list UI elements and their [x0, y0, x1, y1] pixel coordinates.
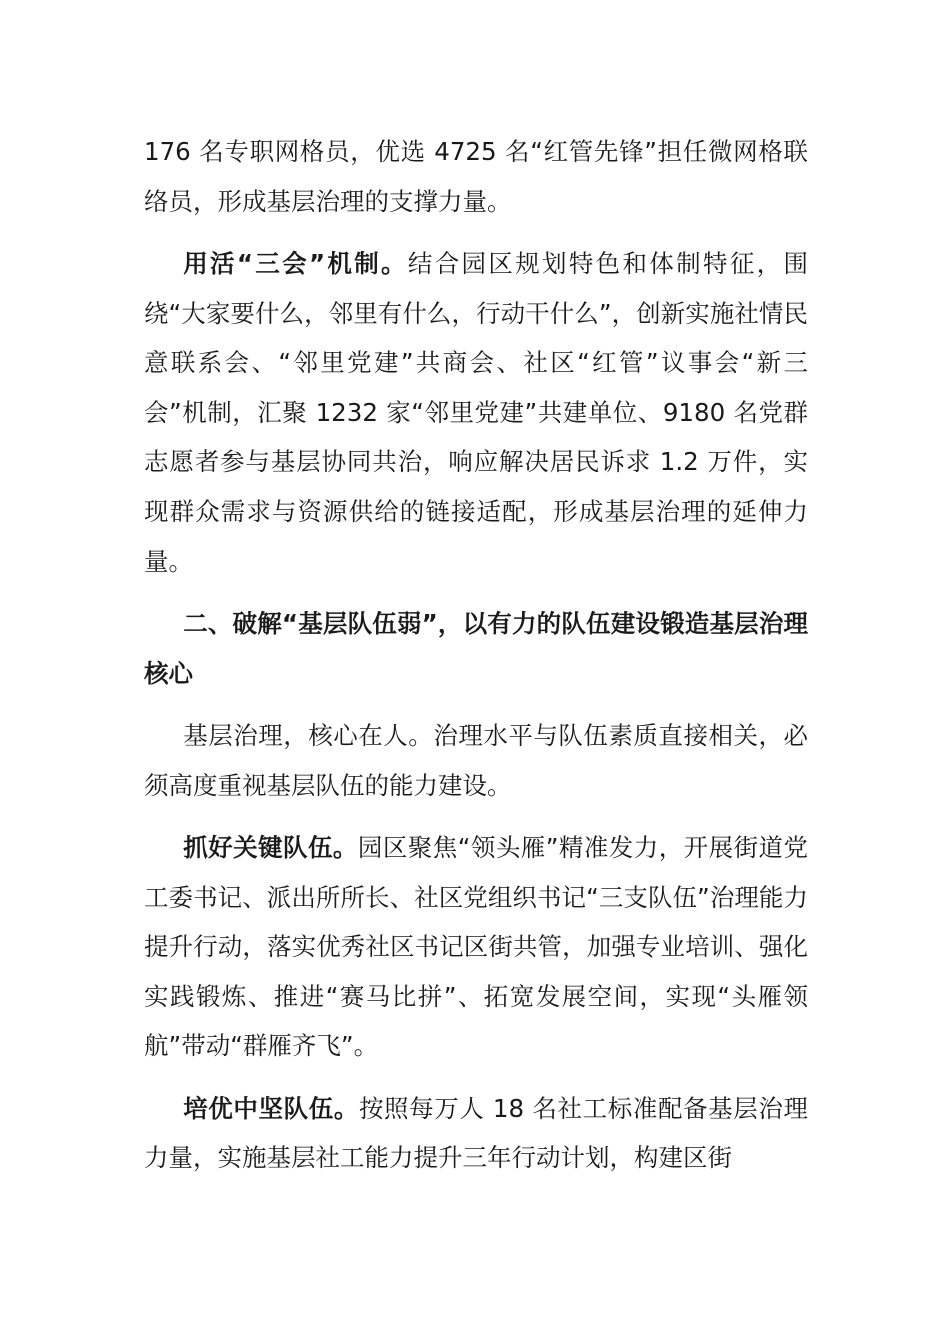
paragraph-lead: 用活“三会”机制。	[183, 248, 408, 278]
paragraph-backbone-team	[144, 1084, 808, 1183]
paragraph-text: 基层治理，核心在人。治理水平与队伍素质直接相关，必须高度重视基层队伍的能力建设。	[144, 720, 808, 800]
paragraph-text: 园区聚焦“领头雁”精准发力，开展街道党工委书记、派出所所长、社区党组织书记“三支队伍”治理能力提升行动，落实优秀社区书记区街共管，加强专业培训、强化实践锻炼、推进“赛马比拼”、拓宽发展空间，实现“头雁领航”带动“群雁齐飞”。	[144, 832, 808, 1061]
paragraph-text: 176 名专职网格员，优选 4725 名“红管先锋”担任微网格联络员，形成基层治理的支撑力量。	[144, 137, 808, 216]
document-page	[144, 127, 808, 1196]
paragraph-grid-members	[144, 127, 808, 226]
section-heading: 二、破解“基层队伍弱”，以有力的队伍建设锻造基层治理核心	[144, 608, 808, 688]
paragraph-three-meetings	[144, 239, 808, 586]
paragraph-key-team	[144, 823, 808, 1071]
paragraph-lead: 培优中坚队伍。	[183, 1093, 359, 1123]
paragraph-text: 结合园区规划特色和体制特征，围绕“大家要什么，邻里有什么，行动干什么”，创新实施社情民意联系会、“邻里党建”共商会、社区“红管”议事会“新三会”机制，汇聚 1232 家“邻里党建”共建单位、9180 名党群志愿者参与基层协同共治，响应解决居民诉求 1.2 万件，实现群众需求与资源供给的链接适配，形成基层治理的延伸力量。	[144, 248, 808, 576]
paragraph-core-people	[144, 711, 808, 810]
paragraph-text: 按照每万人 18 名社工标准配备基层治理力量，实施基层社工能力提升三年行动计划，构建区街	[144, 1093, 809, 1173]
paragraph-lead: 抓好关键队伍。	[183, 832, 358, 862]
